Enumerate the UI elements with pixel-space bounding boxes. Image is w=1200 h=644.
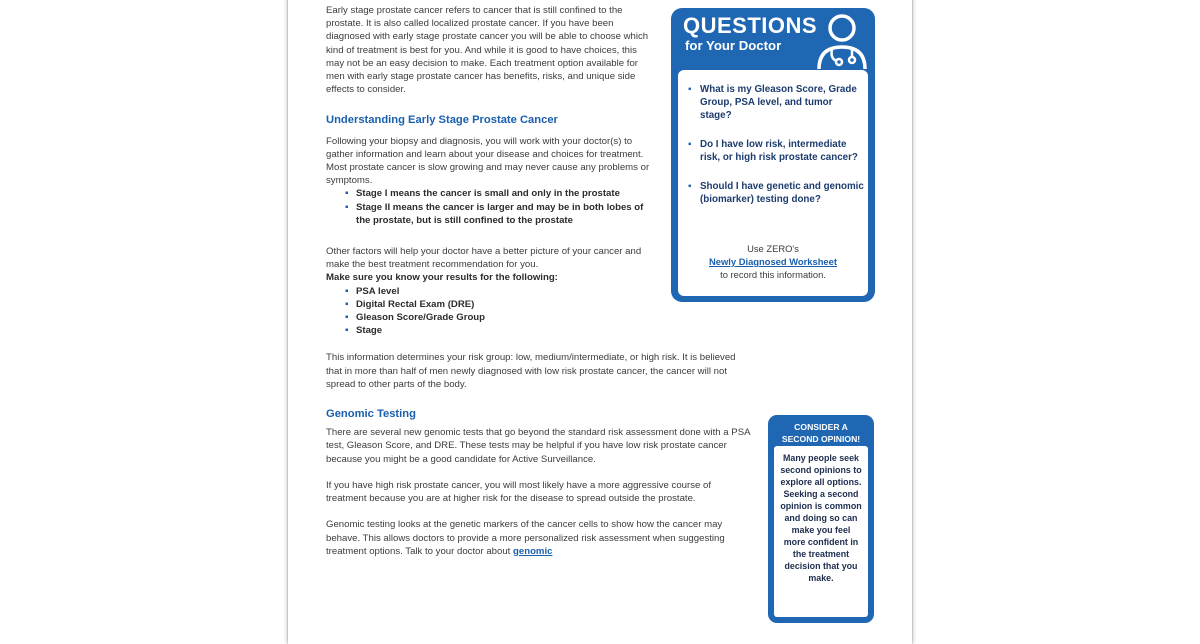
doctor-icon	[811, 11, 871, 69]
list-item-stage-1: ▪ Stage I means the cancer is small and only in the prostate	[326, 187, 656, 200]
list-item-question-1: ▪ What is my Gleason Score, Grade Group, PSA level, and tumor stage?	[686, 83, 864, 122]
worksheet-note-post: to record this information.	[720, 269, 826, 280]
second-opinion-title	[768, 421, 874, 445]
intro-paragraph: Early stage prostate cancer refers to cancer that is still confined to the prostate. It is also called localized prostate cancer. If you have been diagnosed with early stage prostate cancer you will be able to choose which kind of treatment is best for you. And while it is good to have choices, this may not be an easy decision to make. Each treatment option available for men with early stage prostate cancer has benefits, risks, and unique side effects to consider.	[326, 5, 649, 96]
genomic-paragraph-3	[326, 518, 752, 558]
worksheet-note	[678, 242, 868, 281]
results-list	[326, 285, 656, 338]
questions-for-doctor-box	[671, 8, 875, 302]
questions-panel	[678, 70, 868, 296]
risk-paragraph: This information determines your risk group: low, medium/intermediate, or high risk. It is believed that in more than half of men newly diagnosed with low risk prostate cancer, the cancer will not spread to other parts of the body.	[326, 352, 736, 390]
list-item-dre: ▪ Digital Rectal Exam (DRE)	[326, 298, 656, 311]
list-item-psa: ▪ PSA level	[326, 285, 656, 298]
list-item-question-2: ▪ Do I have low risk, intermediate risk, or high risk prostate cancer?	[686, 138, 864, 164]
genomic-paragraph-2: If you have high risk prostate cancer, you will most likely have a more aggressive course of treatment because you are at higher risk for the disease to spread outside the prostate.	[326, 479, 711, 505]
questions-title: QUESTIONS	[683, 13, 818, 38]
stage-list	[326, 187, 656, 227]
second-opinion-panel	[774, 446, 868, 617]
genomic-link[interactable]: genomic	[513, 545, 553, 557]
questions-header	[683, 14, 817, 54]
second-opinion-title-line-1: CONSIDER A	[794, 422, 848, 432]
list-item-question-3: ▪ Should I have genetic and genomic (biomarker) testing done?	[686, 180, 864, 206]
genomic-paragraph-3-text: Genomic testing looks at the genetic markers of the cancer cells to show how the cancer may behave. This allows doctors to provide a more personalized risk assessment when suggesting treatment options. Talk to your doctor about	[326, 519, 725, 557]
second-opinion-box	[768, 415, 874, 623]
list-item-gleason: ▪ Gleason Score/Grade Group	[326, 311, 656, 324]
results-lead: Make sure you know your results for the following:	[326, 272, 558, 284]
newly-diagnosed-worksheet-link[interactable]: Newly Diagnosed Worksheet	[709, 256, 837, 267]
section-heading-understanding: Understanding Early Stage Prostate Cancer	[326, 114, 558, 127]
second-opinion-text: Many people seek second opinions to explore all options. Seeking a second opinion is common and doing so can make you feel more confident in the treatment decision that you make.	[780, 453, 862, 583]
factors-paragraph: Other factors will help your doctor have a better picture of your cancer and make the best treatment recommendation for you.	[326, 246, 642, 271]
section-heading-genomic: Genomic Testing	[326, 408, 416, 421]
genomic-paragraph-1: There are several new genomic tests that go beyond the standard risk assessment done with a PSA test, Gleason Score, and DRE. These tests may be helpful if you have low risk prostate cancer because you might be a good candidate for Active Surveillance.	[326, 427, 750, 465]
questions-list	[686, 83, 864, 222]
list-item-stage: ▪ Stage	[326, 324, 656, 337]
understanding-paragraph: Following your biopsy and diagnosis, you will work with your doctor(s) to gather information and learn about your disease and choices for treatment. Most prostate cancer is slow growing and may never cause any problems or symptoms.	[326, 135, 650, 187]
list-item-stage-2: ▪ Stage II means the cancer is larger and may be in both lobes of the prostate, but is still confined to the prostate	[326, 201, 656, 227]
document-page	[288, 0, 912, 644]
questions-subtitle: for Your Doctor	[685, 38, 782, 53]
worksheet-note-pre: Use ZERO's	[747, 243, 799, 254]
second-opinion-title-line-2: SECOND OPINION!	[781, 434, 861, 444]
